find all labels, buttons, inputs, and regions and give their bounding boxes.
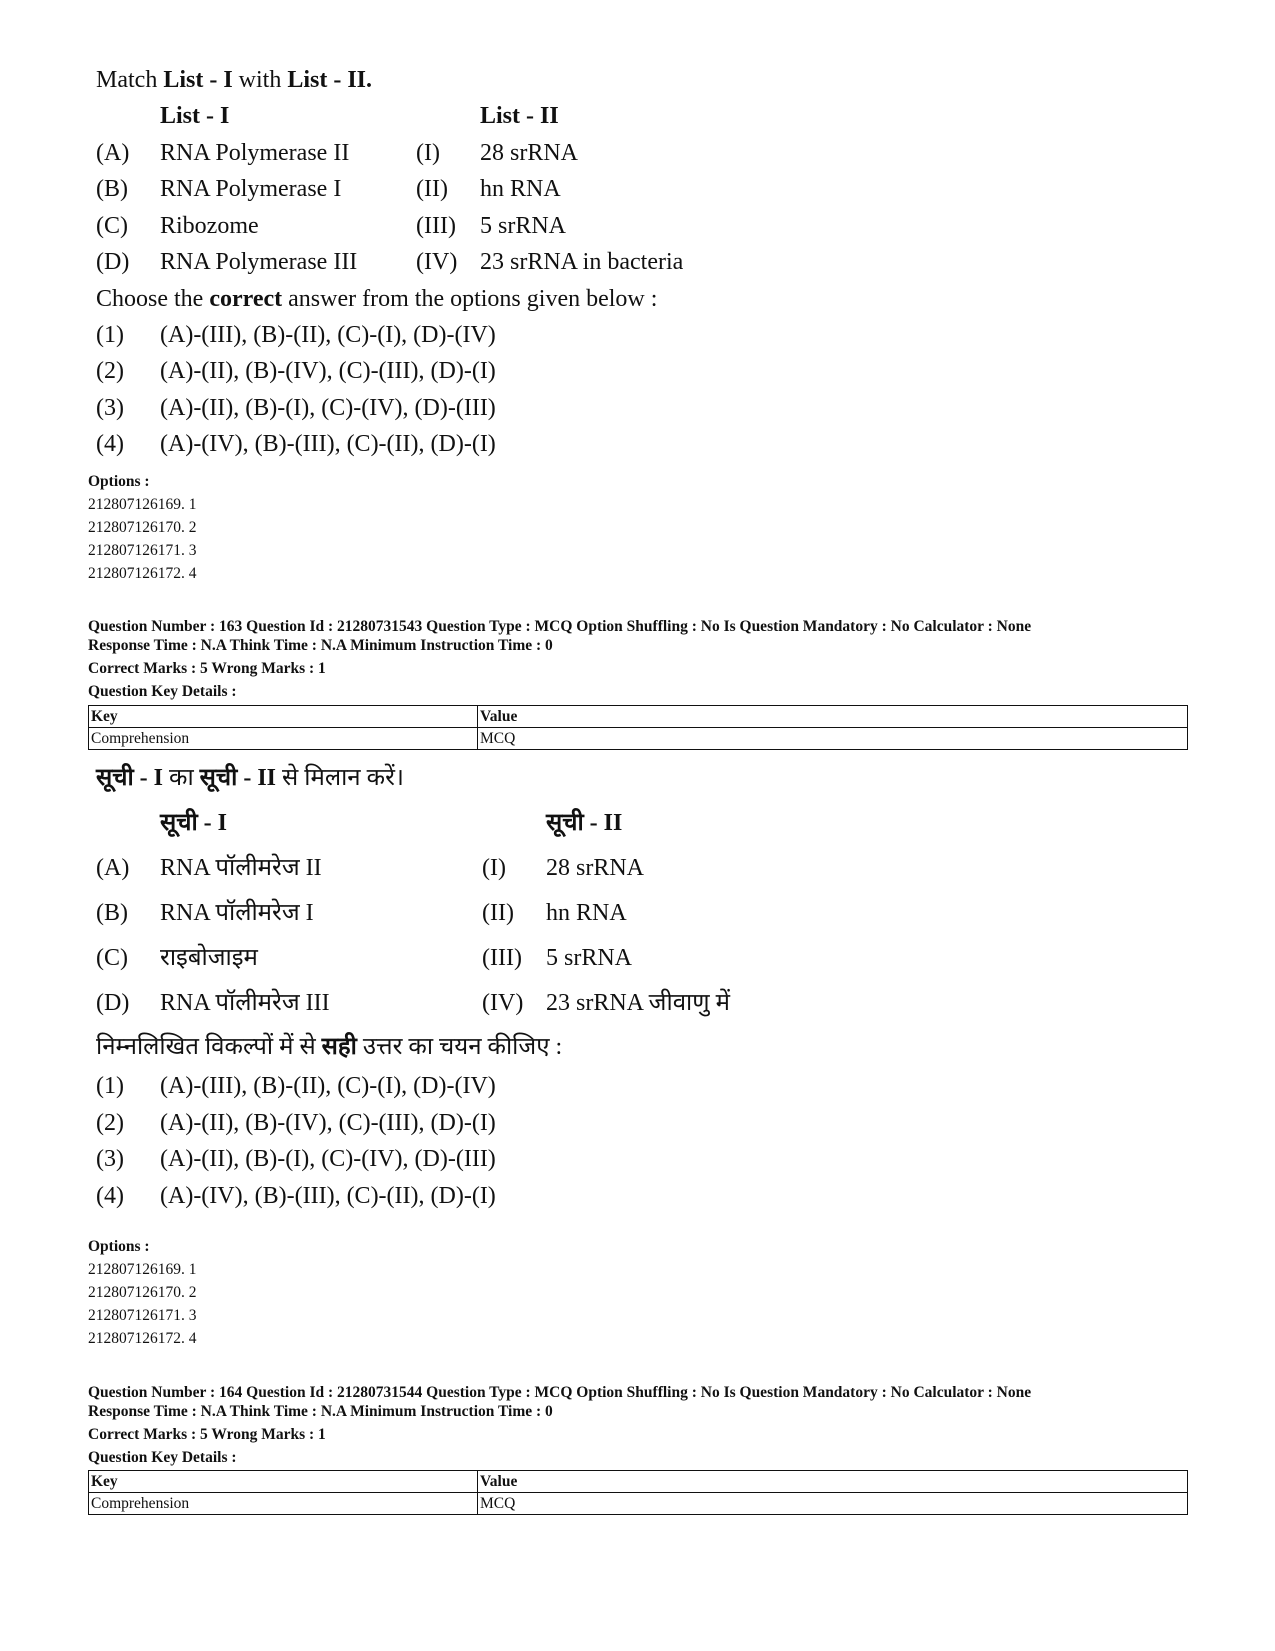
table-header-value: Value <box>478 706 1188 728</box>
row-list1-item: RNA पॉलीमरेज II <box>160 855 322 881</box>
row-numeral: (II) <box>482 900 514 926</box>
answer-text: (A)-(IV), (B)-(III), (C)-(II), (D)-(I) <box>160 1182 496 1209</box>
row-numeral: (II) <box>416 176 448 202</box>
title-list2: सूची - II <box>199 765 277 791</box>
option-id: 212807126171. 3 <box>88 1307 197 1324</box>
row-numeral: (IV) <box>482 990 524 1016</box>
question-title <box>96 756 730 800</box>
row-list1-item: RNA Polymerase I <box>160 176 342 202</box>
choose-instruction <box>96 1026 730 1068</box>
options-label: Options : <box>88 473 150 490</box>
title-text: Match <box>96 67 164 93</box>
choose-text: उत्तर का चयन कीजिए : <box>356 1034 563 1060</box>
list-row <box>96 936 730 981</box>
list-1-header: List - I <box>160 103 230 129</box>
row-list1-item: Ribozome <box>160 212 259 239</box>
row-list2-item: 23 srRNA in bacteria <box>480 249 684 275</box>
table-header-row <box>89 706 1188 728</box>
title-list1: सूची - I <box>96 765 164 791</box>
answer-choice <box>96 1178 730 1215</box>
row-list1-item: RNA पॉलीमरेज III <box>160 990 330 1016</box>
row-list2-item: 23 srRNA जीवाणु में <box>546 990 730 1016</box>
answer-number: (3) <box>96 1146 124 1172</box>
title-text: से मिलान करें। <box>276 765 404 791</box>
table-cell-key: Comprehension <box>89 728 478 750</box>
question-info-line: Response Time : N.A Think Time : N.A Minimum Instruction Time : 0 <box>88 637 553 654</box>
table-row <box>89 1493 1188 1515</box>
row-list2-item: 5 srRNA <box>546 945 633 971</box>
list-row <box>96 208 683 245</box>
answer-text: (A)-(III), (B)-(II), (C)-(I), (D)-(IV) <box>160 1073 496 1099</box>
question-164-key-table <box>88 1470 1188 1515</box>
list-row <box>96 846 730 891</box>
answer-text: (A)-(II), (B)-(I), (C)-(IV), (D)-(III) <box>160 394 496 421</box>
table-header-key: Key <box>89 706 478 728</box>
row-list2-item: hn RNA <box>546 900 627 926</box>
option-id: 212807126171. 3 <box>88 542 197 559</box>
option-id: 212807126169. 1 <box>88 496 197 513</box>
question-163-info <box>88 617 1031 701</box>
answer-choice <box>96 1105 730 1142</box>
answer-number: (4) <box>96 431 124 457</box>
answer-text: (A)-(II), (B)-(IV), (C)-(III), (D)-(I) <box>160 358 496 384</box>
answer-choice <box>96 317 683 354</box>
row-letter: (D) <box>96 990 130 1016</box>
choose-instruction <box>96 281 683 317</box>
answer-number: (1) <box>96 1073 124 1099</box>
table-header-value: Value <box>478 1471 1188 1493</box>
question-163-key-table <box>88 705 1188 750</box>
answer-text: (A)-(III), (B)-(II), (C)-(I), (D)-(IV) <box>160 321 496 348</box>
row-numeral: (I) <box>416 139 440 166</box>
answer-choice <box>96 1068 730 1105</box>
table-row <box>89 728 1188 750</box>
answer-number: (2) <box>96 1109 124 1136</box>
list-row <box>96 981 730 1026</box>
option-id: 212807126170. 2 <box>88 1284 197 1301</box>
option-id: 212807126169. 1 <box>88 1261 197 1278</box>
list-header-row <box>96 800 730 846</box>
list-row <box>96 891 730 936</box>
question-key-details-label: Question Key Details : <box>88 683 237 700</box>
choose-bold: correct <box>209 285 283 312</box>
question-marks: Correct Marks : 5 Wrong Marks : 1 <box>88 1426 326 1443</box>
row-letter: (D) <box>96 249 130 275</box>
table-cell-key: Comprehension <box>89 1493 478 1515</box>
row-numeral: (I) <box>482 855 506 881</box>
options-label: Options : <box>88 1238 150 1255</box>
question-marks: Correct Marks : 5 Wrong Marks : 1 <box>88 660 326 677</box>
answer-text: (A)-(IV), (B)-(III), (C)-(II), (D)-(I) <box>160 431 496 457</box>
option-id: 212807126170. 2 <box>88 519 197 536</box>
title-list1: List - I <box>163 67 233 93</box>
answer-number: (1) <box>96 321 124 348</box>
table-cell-value: MCQ <box>478 728 1188 750</box>
list-1-header: सूची - I <box>160 810 228 836</box>
row-list1-item: RNA Polymerase II <box>160 139 350 166</box>
row-list2-item: 28 srRNA <box>480 139 579 166</box>
choose-bold: सही <box>321 1034 357 1060</box>
options-list <box>88 472 197 584</box>
list-2-header: सूची - II <box>546 810 623 836</box>
choose-text: निम्नलिखित विकल्पों में से <box>96 1034 322 1060</box>
row-letter: (A) <box>96 139 130 166</box>
list-row <box>96 135 683 172</box>
option-id: 212807126172. 4 <box>88 565 197 582</box>
row-letter: (A) <box>96 855 130 881</box>
list-row <box>96 244 683 281</box>
answer-text: (A)-(II), (B)-(IV), (C)-(III), (D)-(I) <box>160 1109 496 1136</box>
answer-number: (3) <box>96 394 124 421</box>
question-info-line: Question Number : 164 Question Id : 21280731544 Question Type : MCQ Option Shuffling : No Is Question Mandatory : No Calculator : None <box>88 1384 1032 1401</box>
answer-choice <box>96 1141 730 1178</box>
row-letter: (C) <box>96 945 128 971</box>
table-header-row <box>89 1471 1188 1493</box>
row-letter: (B) <box>96 176 128 202</box>
row-list1-item: RNA Polymerase III <box>160 249 358 275</box>
row-letter: (C) <box>96 212 128 239</box>
question-info-line: Question Number : 163 Question Id : 21280731543 Question Type : MCQ Option Shuffling : No Is Question Mandatory : No Calculator : None <box>88 618 1032 635</box>
row-list1-item: राइबोजाइम <box>160 945 258 971</box>
row-letter: (B) <box>96 900 128 926</box>
options-list <box>88 1237 197 1349</box>
title-text: with <box>232 67 288 93</box>
question-title <box>96 62 683 98</box>
row-numeral: (IV) <box>416 249 458 275</box>
list-row <box>96 171 683 208</box>
row-numeral: (III) <box>482 945 522 971</box>
row-list2-item: hn RNA <box>480 176 561 202</box>
option-id: 212807126172. 4 <box>88 1330 197 1347</box>
answer-number: (2) <box>96 358 124 384</box>
row-list1-item: RNA पॉलीमरेज I <box>160 900 314 926</box>
choose-text: answer from the options given below : <box>282 285 658 312</box>
answer-text: (A)-(II), (B)-(I), (C)-(IV), (D)-(III) <box>160 1146 496 1172</box>
answer-choice <box>96 390 683 427</box>
title-text: का <box>163 765 200 791</box>
question-info-line: Response Time : N.A Think Time : N.A Minimum Instruction Time : 0 <box>88 1403 553 1420</box>
list-header-row <box>96 98 683 135</box>
row-list2-item: 5 srRNA <box>480 212 567 239</box>
row-numeral: (III) <box>416 212 456 239</box>
question-key-details-label: Question Key Details : <box>88 1449 237 1466</box>
question-162-body <box>96 62 683 463</box>
question-164-info <box>88 1383 1031 1467</box>
choose-text: Choose the <box>96 285 210 312</box>
title-list2: List - II. <box>287 67 373 93</box>
table-cell-value: MCQ <box>478 1493 1188 1515</box>
row-list2-item: 28 srRNA <box>546 855 645 881</box>
answer-choice <box>96 353 683 390</box>
table-header-key: Key <box>89 1471 478 1493</box>
answer-choice <box>96 426 683 463</box>
answer-number: (4) <box>96 1182 124 1209</box>
question-163-body-hindi <box>96 756 730 1214</box>
list-2-header: List - II <box>480 103 559 129</box>
